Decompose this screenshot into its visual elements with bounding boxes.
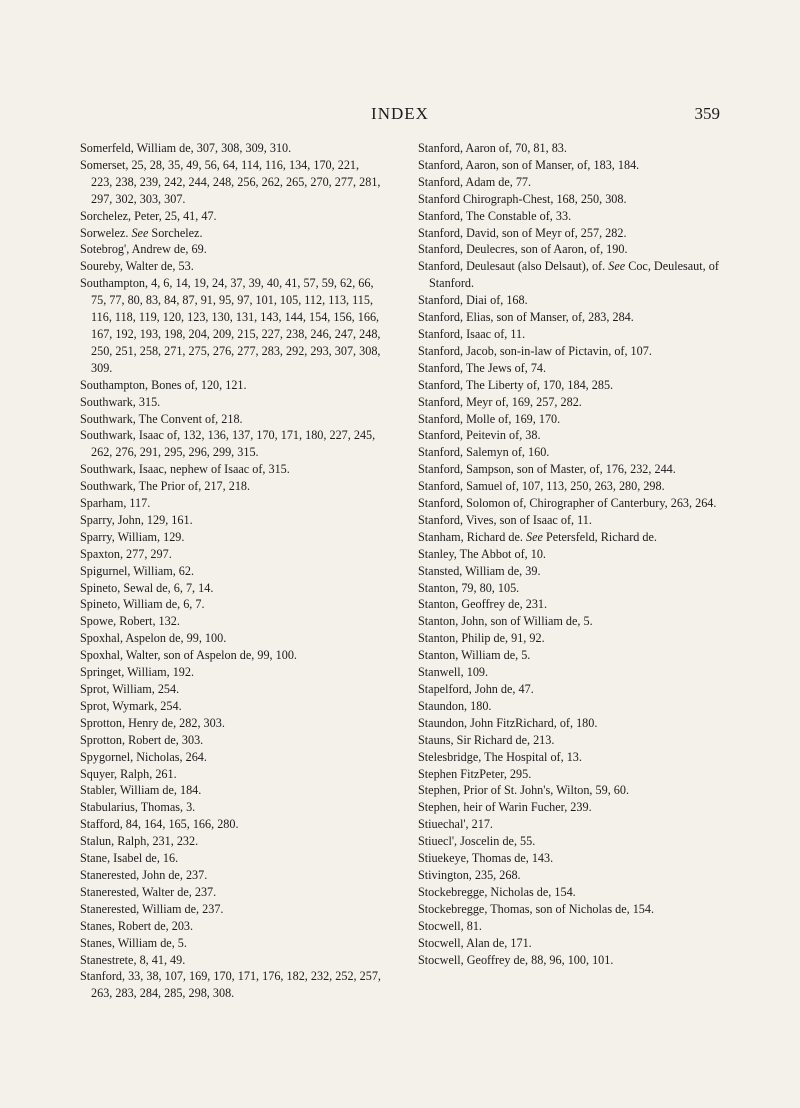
- index-entry: Springet, William, 192.: [80, 665, 195, 680]
- index-entry: Stiuecl', Joscelin de, 55.: [418, 834, 536, 849]
- index-entry: Stauns, Sir Richard de, 213.: [418, 732, 555, 747]
- running-title: INDEX: [371, 104, 429, 123]
- index-entry: Stansted, William de, 39.: [418, 563, 541, 578]
- index-entry: Sorwelez. See Sorchelez.: [80, 225, 203, 240]
- index-entry: Spygornel, Nicholas, 264.: [80, 749, 207, 764]
- index-entry: Stelesbridge, The Hospital of, 13.: [418, 749, 582, 764]
- right-column: [418, 140, 720, 1002]
- index-entry: Sprot, William, 254.: [80, 682, 180, 696]
- index-entry: Stocwell, Geoffrey de, 88, 96, 100, 101.: [418, 952, 614, 967]
- page-header: [80, 104, 720, 128]
- index-entry: Stanton, William de, 5.: [418, 648, 531, 663]
- index-entry: Stiuechal', 217.: [418, 817, 493, 832]
- index-entry: Stanford, The Constable of, 33.: [418, 208, 572, 223]
- index-entry: Stanford, The Jews of, 74.: [418, 360, 547, 375]
- index-entry: Stanton, John, son of William de, 5.: [418, 614, 593, 629]
- index-entry: Southwark, Isaac of, 132, 136, 137, 170, 171, 180, 227, 245, 262, 276, 291, 295, 296, 299, 315.: [80, 428, 376, 460]
- index-entry: Spoxhal, Walter, son of Aspelon de, 99, 100.: [80, 648, 297, 663]
- index-entry: Stanford, Meyr of, 169, 257, 282.: [418, 394, 582, 409]
- index-entry: Stanerested, Walter de, 237.: [80, 884, 217, 899]
- index-entry: Stafford, 84, 164, 165, 166, 280.: [80, 817, 239, 832]
- index-entry: Stanton, 79, 80, 105.: [418, 580, 520, 595]
- index-entry: Stanford, Solomon of, Chirographer of Canterbury, 263, 264.: [418, 496, 717, 511]
- index-entry: Sparry, William, 129.: [80, 529, 185, 544]
- index-entry: Stanford, Vives, son of Isaac of, 11.: [418, 512, 592, 527]
- index-entry: Stephen FitzPeter, 295.: [418, 766, 532, 781]
- index-entry: Sparry, John, 129, 161.: [80, 512, 193, 527]
- index-entry: Stanford, Sampson, son of Master, of, 176, 232, 244.: [418, 462, 676, 477]
- index-entry: Stanton, Geoffrey de, 231.: [418, 597, 548, 612]
- index-entry: Stanford Chirograph-Chest, 168, 250, 308.: [418, 191, 627, 206]
- index-entry: Stanford, Aaron, son of Manser, of, 183, 184.: [418, 157, 640, 172]
- index-entry: Sorchelez, Peter, 25, 41, 47.: [80, 208, 217, 223]
- index-entry: Sparham, 117.: [80, 496, 151, 511]
- index-entry: Spoxhal, Aspelon de, 99, 100.: [80, 631, 227, 646]
- index-entry: Stanford, Diai of, 168.: [418, 293, 528, 308]
- index-entry: Spineto, William de, 6, 7.: [80, 597, 205, 612]
- page-number: 359: [694, 104, 720, 123]
- index-entry: Southwark, The Convent of, 218.: [80, 411, 243, 426]
- index-entry: Stanford, The Liberty of, 170, 184, 285.: [418, 377, 614, 392]
- index-entry: Stanes, Robert de, 203.: [80, 918, 194, 933]
- index-entry: Spaxton, 277, 297.: [80, 546, 172, 561]
- index-entry: Stanford, David, son of Meyr of, 257, 282.: [418, 225, 627, 240]
- index-entry: Stanford, Adam de, 77.: [418, 174, 532, 189]
- index-entry: Stanford, Elias, son of Manser, of, 283, 284.: [418, 310, 634, 325]
- index-entry: Stanford, 33, 38, 107, 169, 170, 171, 176, 182, 232, 252, 257, 263, 283, 284, 285, 298, 308.: [80, 969, 381, 1001]
- index-entry: Stanford, Peitevin of, 38.: [418, 428, 541, 443]
- index-entry: Spowe, Robert, 132.: [80, 614, 180, 629]
- index-entry: Southampton, Bones of, 120, 121.: [80, 377, 247, 392]
- index-entry: Somerset, 25, 28, 35, 49, 56, 64, 114, 116, 134, 170, 221, 223, 238, 239, 242, 244, 248, 256, 262, 265, 270, 277, 281, 297, 302, 303, 307.: [80, 157, 381, 206]
- index-entry: Stanford, Deulesaut (also Delsaut), of. See Coc, Deulesaut, of Stanford.: [418, 259, 719, 291]
- index-entry: Stane, Isabel de, 16.: [80, 851, 179, 866]
- index-entry: Stockebregge, Nicholas de, 154.: [418, 884, 576, 899]
- index-entry: Stanham, Richard de. See Petersfeld, Richard de.: [418, 529, 657, 544]
- index-entry: Stanford, Isaac of, 11.: [418, 326, 526, 341]
- index-entry: Stanford, Samuel of, 107, 113, 250, 263, 280, 298.: [418, 479, 665, 494]
- index-entry: Stanley, The Abbot of, 10.: [418, 546, 546, 561]
- index-columns: [80, 140, 720, 1002]
- index-entry: Southwark, The Prior of, 217, 218.: [80, 479, 251, 494]
- index-entry: Stanwell, 109.: [418, 665, 489, 680]
- index-entry: Staundon, 180.: [418, 698, 492, 713]
- index-entry: Sotebrog', Andrew de, 69.: [80, 242, 207, 257]
- index-entry: Stanerested, John de, 237.: [80, 867, 208, 882]
- index-entry: Stockebregge, Thomas, son of Nicholas de, 154.: [418, 901, 655, 916]
- index-entry: Southwark, Isaac, nephew of Isaac of, 315.: [80, 462, 290, 477]
- index-entry: Southampton, 4, 6, 14, 19, 24, 37, 39, 40, 41, 57, 59, 62, 66, 75, 77, 80, 83, 84, 87, 91, 95, 97, 101, 105, 112, 113, 115, 116, 118, 119, 120, 123, 130, 131, 143, 144, 154, 156, 166, 167, 192, 193, 198, 204, 209, 215, 227, 238, 246, 247, 248, 250, 251, 258, 271, 275, 276, 277, 283, 292, 293, 307, 308, 309.: [80, 276, 381, 375]
- index-entry: Stabler, William de, 184.: [80, 783, 202, 798]
- index-entry: Staundon, John FitzRichard, of, 180.: [418, 715, 598, 730]
- index-entry: Squyer, Ralph, 261.: [80, 766, 177, 781]
- index-entry: Stanford, Salemyn of, 160.: [418, 445, 550, 460]
- index-entry: Spigurnel, William, 62.: [80, 563, 195, 578]
- index-entry: Stanford, Deulecres, son of Aaron, of, 190.: [418, 242, 628, 257]
- index-entry: Stanton, Philip de, 91, 92.: [418, 631, 545, 646]
- index-entry: Stanford, Molle of, 169, 170.: [418, 411, 561, 426]
- index-entry: Sprotton, Henry de, 282, 303.: [80, 715, 225, 730]
- index-entry: Stanford, Aaron of, 70, 81, 83.: [418, 141, 567, 155]
- index-entry: Stephen, heir of Warin Fucher, 239.: [418, 800, 592, 815]
- index-entry: Somerfeld, William de, 307, 308, 309, 310.: [80, 141, 292, 155]
- index-entry: Stanes, William de, 5.: [80, 935, 187, 950]
- index-entry: Soureby, Walter de, 53.: [80, 259, 194, 274]
- index-entry: Spineto, Sewal de, 6, 7, 14.: [80, 580, 214, 595]
- index-entry: Stapelford, John de, 47.: [418, 682, 534, 696]
- left-column: [80, 140, 382, 1002]
- index-entry: Stivington, 235, 268.: [418, 867, 521, 882]
- index-entry: Stanford, Jacob, son-in-law of Pictavin, of, 107.: [418, 343, 652, 358]
- index-entry: Stabularius, Thomas, 3.: [80, 800, 196, 815]
- index-entry: Stanestrete, 8, 41, 49.: [80, 952, 186, 967]
- index-entry: Stocwell, 81.: [418, 918, 482, 933]
- index-entry: Sprotton, Robert de, 303.: [80, 732, 204, 747]
- index-entry: Southwark, 315.: [80, 394, 161, 409]
- index-entry: Stanerested, William de, 237.: [80, 901, 224, 916]
- index-entry: Stephen, Prior of St. John's, Wilton, 59, 60.: [418, 783, 630, 798]
- index-entry: Stiuekeye, Thomas de, 143.: [418, 851, 554, 866]
- index-entry: Stalun, Ralph, 231, 232.: [80, 834, 199, 849]
- index-entry: Stocwell, Alan de, 171.: [418, 935, 532, 950]
- index-entry: Sprot, Wymark, 254.: [80, 698, 182, 713]
